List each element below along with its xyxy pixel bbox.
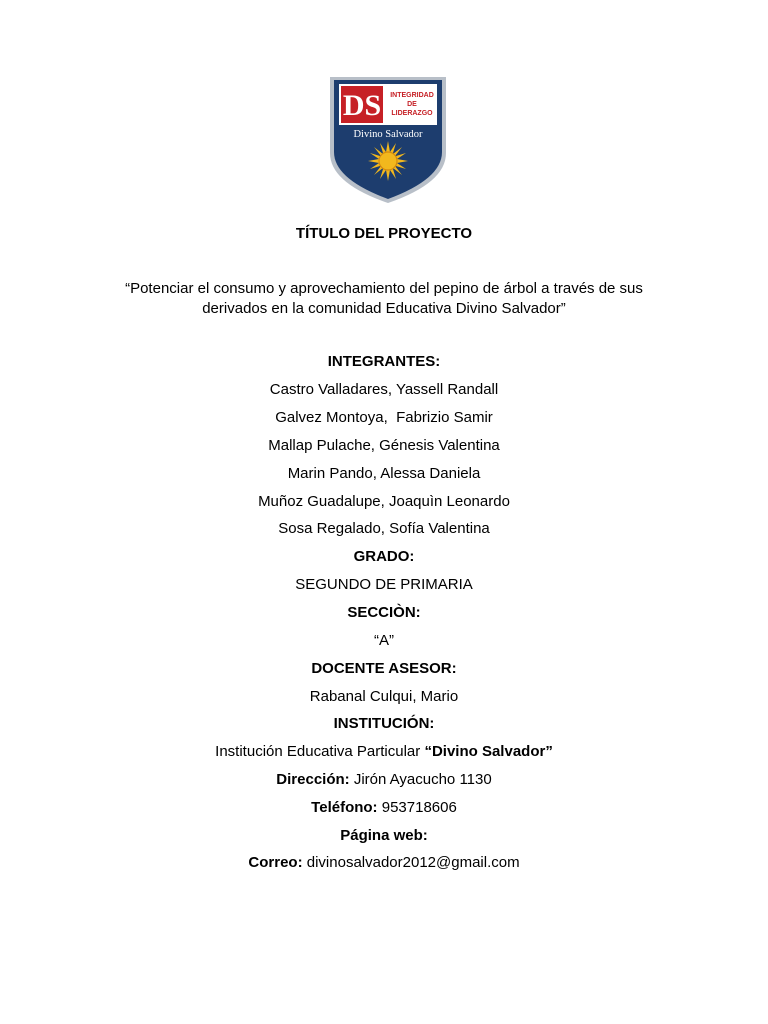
institution-name: “Divino Salvador” xyxy=(424,743,553,760)
address-line xyxy=(0,770,768,790)
email-value[interactable]: divinosalvador2012@gmail.com xyxy=(302,854,520,871)
institution-heading: INSTITUCIÓN: xyxy=(333,715,435,732)
address-value: Jirón Ayacucho 1130 xyxy=(349,771,492,788)
institution-line xyxy=(0,742,768,762)
phone-line xyxy=(0,798,768,818)
website-label: Página web: xyxy=(340,827,428,844)
member-item: Muñoz Guadalupe, Joaquìn Leonardo xyxy=(258,493,510,510)
phone-label: Teléfono: xyxy=(311,799,378,816)
member-item: Galvez Montoya, Fabrizio Samir xyxy=(275,409,493,426)
document-title: TÍTULO DEL PROYECTO xyxy=(295,225,473,242)
members-heading: INTEGRANTES: xyxy=(327,353,441,370)
email-line xyxy=(0,853,768,873)
member-item: Castro Valladares, Yassell Randall xyxy=(269,381,499,398)
sun-icon xyxy=(368,141,408,181)
address-label: Dirección: xyxy=(276,771,350,788)
svg-text:INTEGRIDAD: INTEGRIDAD xyxy=(390,92,434,99)
section-heading: SECCIÒN: xyxy=(347,604,421,621)
crest-monogram: DS xyxy=(342,89,382,122)
institution-prefix: Institución Educativa Particular xyxy=(215,743,425,760)
section-value: “A” xyxy=(374,632,394,649)
member-item: Mallap Pulache, Génesis Valentina xyxy=(268,437,500,454)
grade-heading: GRADO: xyxy=(353,548,415,565)
email-label: Correo: xyxy=(248,854,303,871)
phone-value: 953718606 xyxy=(377,799,457,816)
crest-school-name: Divino Salvador xyxy=(353,129,423,140)
svg-text:DE: DE xyxy=(407,101,417,108)
school-crest-logo xyxy=(327,75,449,205)
grade-value: SEGUNDO DE PRIMARIA xyxy=(295,576,473,593)
advisor-value: Rabanal Culqui, Mario xyxy=(309,688,459,705)
member-item: Marin Pando, Alessa Daniela xyxy=(287,465,481,482)
advisor-heading: DOCENTE ASESOR: xyxy=(311,660,457,677)
svg-text:LIDERAZGO: LIDERAZGO xyxy=(391,110,433,117)
member-item: Sosa Regalado, Sofía Valentina xyxy=(278,520,490,537)
project-title: “Potenciar el consumo y aprovechamiento del pepino de árbol a través de sus derivados en la comunidad Educativa Divino Salvador” xyxy=(125,280,643,317)
